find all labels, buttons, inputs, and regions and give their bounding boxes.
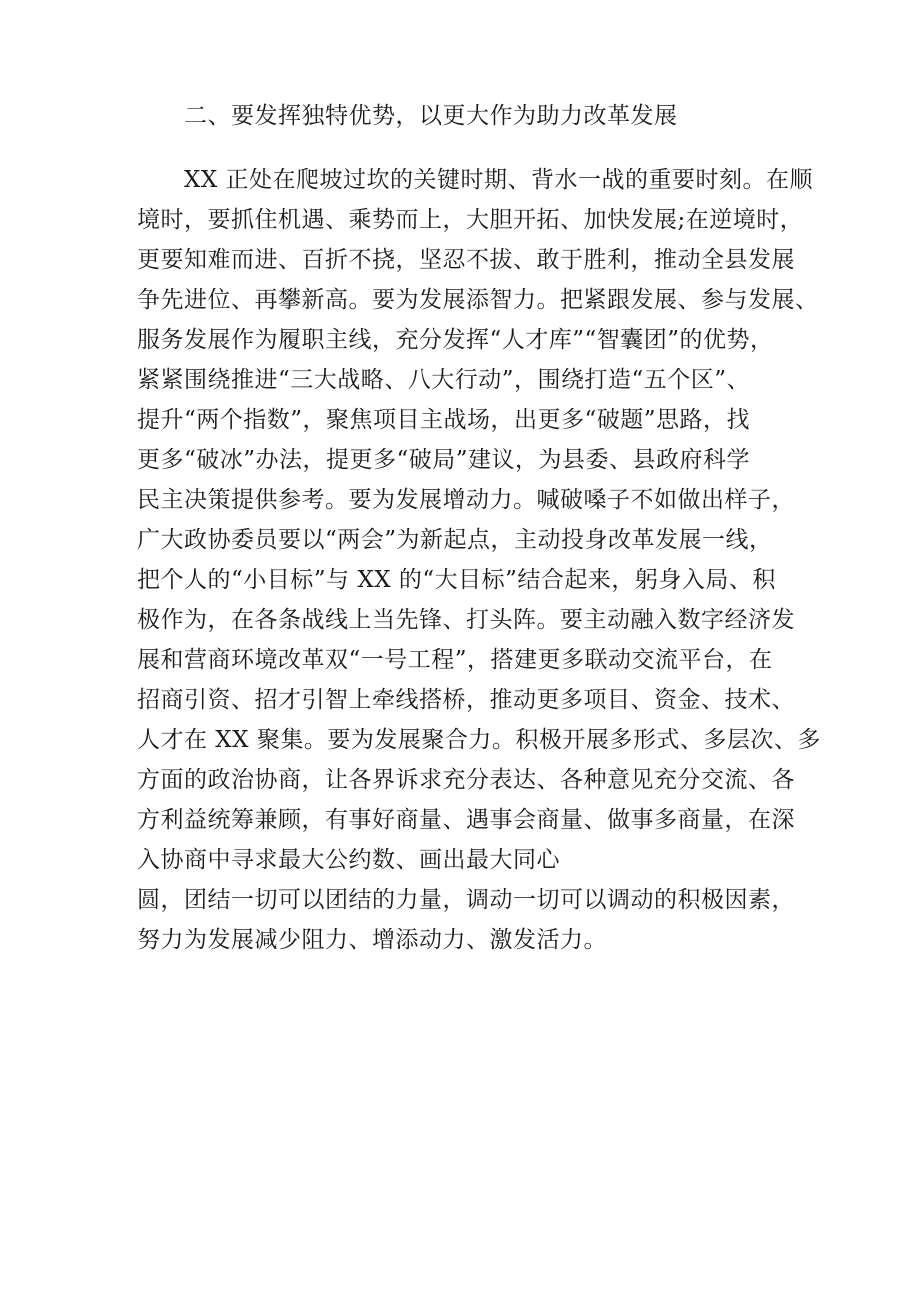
paragraph-line: 招商引资、招才引智上牵线搭桥，推动更多项目、资金、技术、 (137, 687, 795, 713)
paragraph-line: 境时，要抓住机遇、乘势而上，大胆开拓、加快发展;在逆境时， (137, 207, 804, 233)
paragraph-line: 更多“破冰”办法，提更多“破局”建议，为县委、县政府科学 (137, 447, 751, 473)
paragraph-line: 圆，团结一切可以团结的力量，调动一切可以调动的积极因素， (137, 887, 795, 913)
paragraph-line: 努力为发展减少阻力、增添动力、激发活力。 (137, 927, 607, 953)
paragraph-line: 广大政协委员要以“两会”为新起点，主动投身改革发展一线， (137, 527, 773, 553)
paragraph-line: 极作为，在各条战线上当先锋、打头阵。要主动融入数字经济发 (137, 607, 795, 633)
section-heading: 二、要发挥独特优势，以更大作为助力改革发展 (184, 103, 678, 129)
paragraph-line: 争先进位、再攀新高。要为发展添智力。把紧跟发展、参与发展、 (137, 287, 819, 313)
paragraph-line: 更要知难而进、百折不挠，坚忍不拔、敢于胜利，推动全县发展 (137, 247, 795, 273)
paragraph-line: 入协商中寻求最大公约数、画出最大同心 (137, 847, 560, 873)
paragraph-line: 方利益统筹兼顾，有事好商量、遇事会商量、做事多商量，在深 (137, 807, 795, 833)
paragraph-line: 人才在 XX 聚集。要为发展聚合力。积极开展多形式、多层次、多 (137, 727, 821, 753)
paragraph-line: 展和营商环境改革双“一号工程”，搭建更多联动交流平台，在 (137, 647, 773, 673)
paragraph-line: 民主决策提供参考。要为发展增动力。喊破嗓子不如做出样子， (137, 487, 795, 513)
paragraph-line: 紧紧围绕推进“三大战略、八大行动”，围绕打造“五个区”、 (137, 367, 751, 393)
paragraph-line: XX 正处在爬坡过坎的关键时期、背水一战的重要时刻。在顺 (184, 167, 814, 193)
paragraph-line: 把个人的“小目标”与 XX 的“大目标”结合起来，躬身入局、积 (137, 567, 776, 593)
paragraph-line: 服务发展作为履职主线，充分发挥“人才库”“智囊团”的优势， (137, 327, 774, 353)
paragraph-line: 方面的政治协商，让各界诉求充分表达、各种意见充分交流、各 (137, 767, 795, 793)
paragraph-line: 提升“两个指数”，聚焦项目主战场，出更多“破题”思路，找 (137, 407, 751, 433)
